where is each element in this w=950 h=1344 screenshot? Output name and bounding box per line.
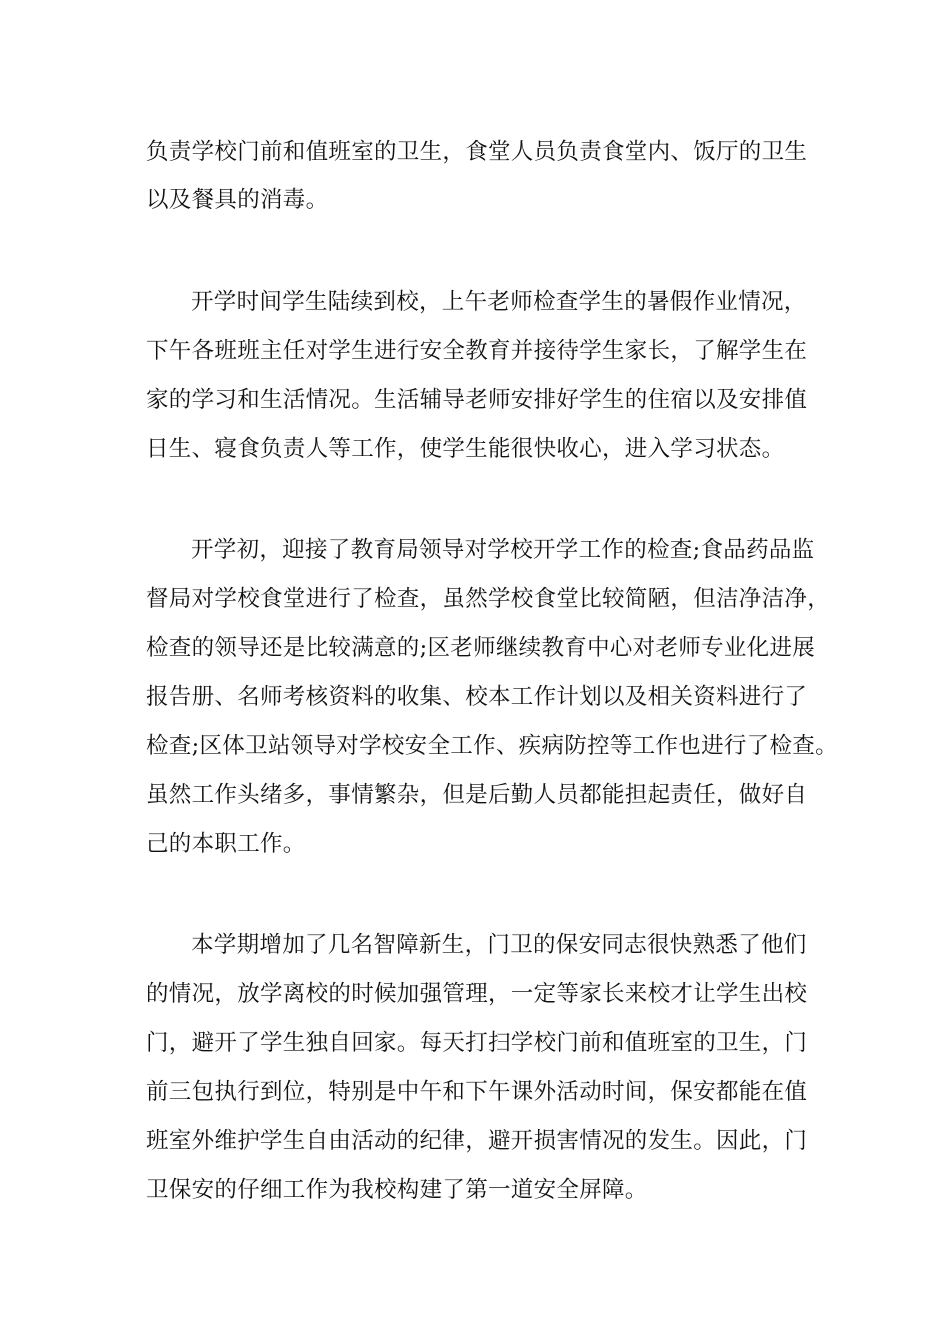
paragraph-3-line-7: 己的本职工作。 xyxy=(146,831,306,857)
paragraph-1-line-2: 以及餐具的消毒。 xyxy=(146,187,329,213)
paragraph-2-line-2: 下午各班班主任对学生进行安全教育并接待学生家长，了解学生在 xyxy=(146,338,808,364)
paragraph-3-line-4: 报告册、名师考核资料的收集、校本工作计划以及相关资料进行了 xyxy=(146,684,808,710)
paragraph-2-line-1: 开学时间学生陆续到校，上午老师检查学生的暑假作业情况， xyxy=(191,289,807,315)
paragraph-3-line-1: 开学初，迎接了教育局领导对学校开学工作的检查;食品药品监 xyxy=(191,537,815,563)
paragraph-4-line-2: 的情况，放学离校的时候加强管理，一定等家长来校才让学生出校 xyxy=(146,981,808,1007)
paragraph-2-line-3: 家的学习和生活情况。生活辅导老师安排好学生的住宿以及安排值 xyxy=(146,387,808,413)
paragraph-4-line-4: 前三包执行到位，特别是中午和下午课外活动时间，保安都能在值 xyxy=(146,1079,808,1105)
paragraph-3-line-2: 督局对学校食堂进行了检查，虽然学校食堂比较简陋，但洁净洁净， xyxy=(146,586,831,612)
paragraph-4-line-1: 本学期增加了几名智障新生，门卫的保安同志很快熟悉了他们 xyxy=(191,932,807,958)
paragraph-3-line-3: 检查的领导还是比较满意的;区老师继续教育中心对老师专业化进展 xyxy=(146,635,816,661)
paragraph-3-line-5: 检查;区体卫站领导对学校安全工作、疾病防控等工作也进行了检查。 xyxy=(146,733,838,759)
paragraph-1-line-1: 负责学校门前和值班室的卫生，食堂人员负责食堂内、饭厅的卫生 xyxy=(146,139,808,165)
paragraph-2-line-4: 日生、寝食负责人等工作，使学生能很快收心，进入学习状态。 xyxy=(146,436,785,462)
paragraph-4-line-3: 门，避开了学生独自回家。每天打扫学校门前和值班室的卫生，门 xyxy=(146,1030,808,1056)
paragraph-3-line-6: 虽然工作头绪多，事情繁杂，但是后勤人员都能担起责任，做好自 xyxy=(146,782,808,808)
paragraph-4-line-6: 卫保安的仔细工作为我校构建了第一道安全屏障。 xyxy=(146,1177,648,1203)
paragraph-4-line-5: 班室外维护学生自由活动的纪律，避开损害情况的发生。因此，门 xyxy=(146,1128,808,1154)
